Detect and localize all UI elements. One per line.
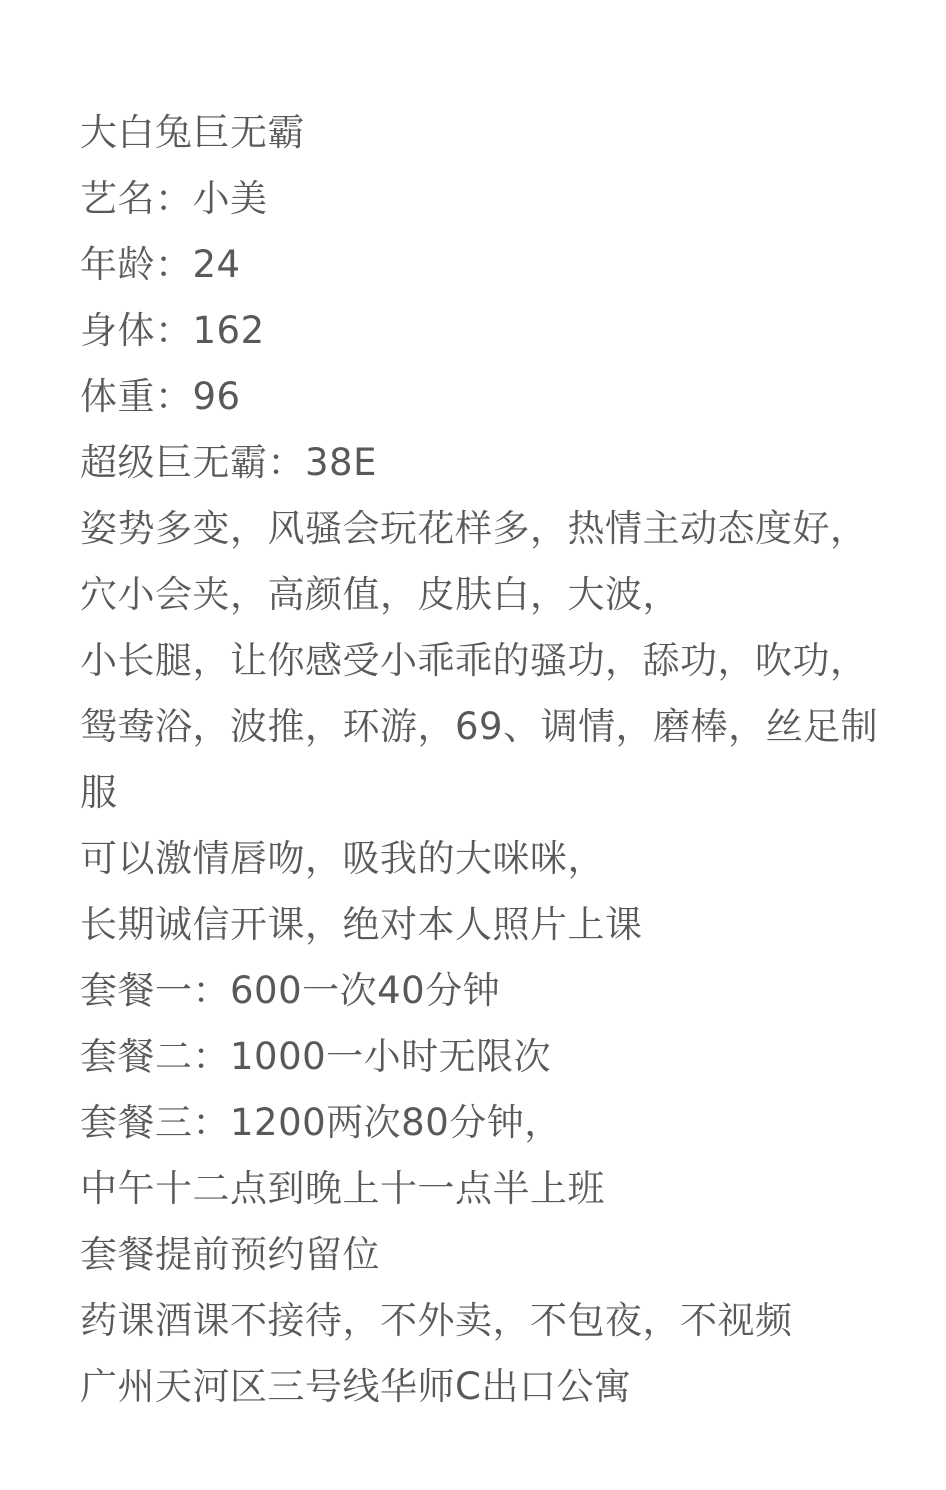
text-line-6: 超级巨无霸：38E <box>80 441 377 484</box>
text-line-18: 药课酒课不接待，不外卖，不包夜，不视频 <box>80 1299 793 1342</box>
text-line-5: 体重：96 <box>80 375 241 418</box>
text-line-10: 鸳鸯浴，波推，环游，69、调情，磨棒，丝足制服 <box>80 705 879 814</box>
text-line-8: 穴小会夹，高颜值，皮肤白，大波， <box>80 573 680 616</box>
text-line-12: 长期诚信开课，绝对本人照片上课 <box>80 903 643 946</box>
text-line-9: 小长腿，让你感受小乖乖的骚功，舔功，吹功， <box>80 639 868 682</box>
text-line-11: 可以激情唇吻，吸我的大咪咪， <box>80 837 605 880</box>
text-line-4: 身体：162 <box>80 309 265 352</box>
text-line-3: 年龄：24 <box>80 243 241 286</box>
text-line-16: 中午十二点到晚上十一点半上班 <box>80 1167 605 1210</box>
text-line-7: 姿势多变，风骚会玩花样多，热情主动态度好， <box>80 507 868 550</box>
text-line-1: 大白兔巨无霸 <box>80 111 305 154</box>
text-line-19: 广州天河区三号线华师C出口公寓 <box>80 1365 632 1408</box>
text-line-13: 套餐一：600一次40分钟 <box>80 969 501 1012</box>
document-text-block <box>80 100 886 1420</box>
text-line-15: 套餐三：1200两次80分钟， <box>80 1101 562 1144</box>
text-line-2: 艺名：小美 <box>80 177 268 220</box>
text-line-17: 套餐提前预约留位 <box>80 1233 380 1276</box>
text-line-14: 套餐二：1000一小时无限次 <box>80 1035 552 1078</box>
